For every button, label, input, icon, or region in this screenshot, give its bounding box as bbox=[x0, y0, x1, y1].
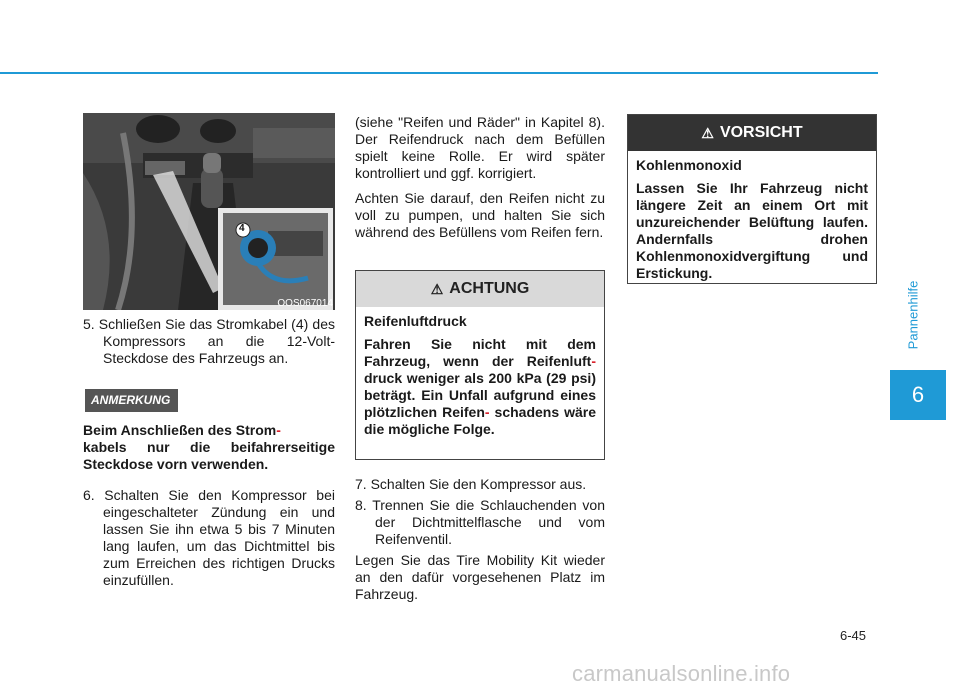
console-illustration bbox=[83, 113, 335, 310]
column-1 bbox=[83, 316, 335, 597]
photo-code: OOS067014 bbox=[277, 298, 333, 309]
watermark: carmanualsonline.info bbox=[572, 661, 791, 686]
note-text: Beim Anschließen des Strom- kabels nur die beifahrerseitige Steckdose vorn verwenden. bbox=[83, 422, 335, 472]
achtung-header: ⚠ ACHTUNG bbox=[356, 271, 604, 307]
warning-triangle-icon: ⚠ bbox=[430, 280, 444, 297]
interior-photo bbox=[83, 113, 335, 310]
column-2 bbox=[355, 114, 605, 249]
warning-triangle-icon: ⚠ bbox=[701, 124, 714, 141]
photo-callout: 4 bbox=[239, 223, 245, 234]
vorsicht-header: ⚠ VORSICHT bbox=[628, 115, 876, 151]
chapter-tab: 6 bbox=[890, 370, 946, 420]
achtung-title: Reifenluftdruck bbox=[364, 313, 467, 329]
top-rule bbox=[0, 72, 878, 74]
paragraph-3: Legen Sie das Tire Mobility Kit wieder an den dafür vorgesehenen Platz im Fahrzeug. bbox=[355, 552, 605, 602]
step-7: 7. Schalten Sie den Kompressor aus. bbox=[355, 476, 587, 492]
paragraph-2: Achten Sie darauf, den Reifen nicht zu voll zu pumpen, und halten Sie sich während des Befüllens vom Reifen fern. bbox=[355, 190, 605, 240]
vorsicht-title: Kohlenmonoxid bbox=[636, 157, 742, 173]
chapter-side-label: Pannenhilfe bbox=[905, 280, 921, 350]
column-2-lower bbox=[355, 476, 605, 611]
achtung-text: Fahren Sie nicht mit dem Fahrzeug, wenn der Reifenluft- druck weniger als 200 kPa (29 psi) beträgt. Ein Unfall aufgrund eines plötzlichen Reifen- schadens wäre die mögliche Folge. bbox=[364, 336, 597, 437]
step-5: 5. Schließen Sie das Stromkabel (4) des Kompressors an die 12-Volt-Steckdose des Fahrzeugs an. bbox=[83, 316, 335, 366]
paragraph-1: (siehe "Reifen und Räder" in Kapitel 8). Der Reifendruck nach dem Befüllen spielt keine Rolle. Er wird später kontrolliert und ggf. korrigiert. bbox=[355, 114, 605, 181]
page-number: 6-45 bbox=[840, 628, 867, 643]
achtung-box bbox=[355, 270, 605, 460]
vorsicht-box bbox=[627, 114, 877, 284]
step-6: 6. Schalten Sie den Kompressor bei eingeschalteter Zündung ein und lassen Sie ihn etwa 5 bis 7 Minuten lang laufen, um das Dichtmittel bis zum Erreichen des richtigen Drucks einzufüllen. bbox=[83, 487, 335, 588]
vorsicht-text: Lassen Sie Ihr Fahrzeug nicht längere Zeit an einem Ort mit unzureichender Belüftung laufen. Andernfalls drohen Kohlenmonoxidvergiftung und Erstickung. bbox=[636, 180, 868, 281]
note-label: ANMERKUNG bbox=[85, 389, 178, 412]
step-8: 8. Trennen Sie die Schlauchenden von der Dichtmittelflasche und vom Reifenventil. bbox=[355, 497, 605, 547]
